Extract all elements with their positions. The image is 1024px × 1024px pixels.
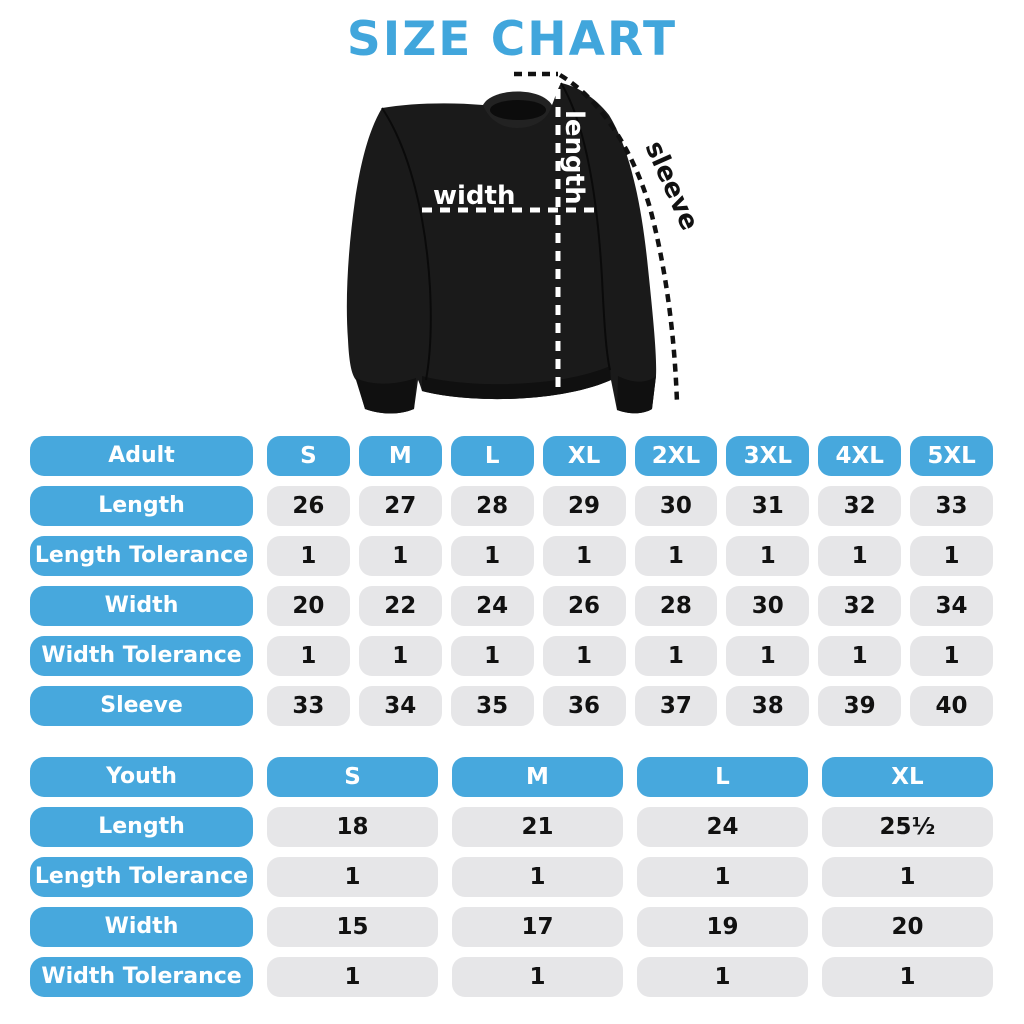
table-cell: 19 [637, 907, 808, 947]
table-cell: 24 [637, 807, 808, 847]
collar-opening [490, 100, 546, 120]
youth-size-table [30, 757, 993, 1007]
table-cell: 36 [543, 686, 626, 726]
table-cell: 1 [822, 857, 993, 897]
table-cell: 1 [637, 957, 808, 997]
table-cell: 1 [910, 636, 993, 676]
row-label: Length Tolerance [30, 536, 253, 576]
table-row [30, 486, 993, 526]
table-cell: 1 [726, 636, 809, 676]
adult-size-header-2xl: 2XL [635, 436, 718, 476]
table-cell: 33 [267, 686, 350, 726]
table-cell: 20 [267, 586, 350, 626]
table-cell: 1 [818, 636, 901, 676]
youth-header-row [30, 757, 993, 797]
table-row [30, 957, 993, 997]
table-cell: 1 [543, 636, 626, 676]
row-label: Length [30, 807, 253, 847]
table-cell: 35 [451, 686, 534, 726]
table-row [30, 536, 993, 576]
table-cell: 38 [726, 686, 809, 726]
table-cell: 22 [359, 586, 442, 626]
table-cell: 1 [267, 957, 438, 997]
table-cell: 1 [451, 636, 534, 676]
adult-size-table [30, 436, 993, 736]
table-cell: 30 [726, 586, 809, 626]
table-row [30, 586, 993, 626]
youth-table-title: Youth [30, 757, 253, 797]
adult-size-header-xl: XL [543, 436, 626, 476]
table-cell: 1 [637, 857, 808, 897]
table-cell: 32 [818, 486, 901, 526]
table-cell: 1 [359, 536, 442, 576]
table-cell: 1 [822, 957, 993, 997]
right-cuff [617, 376, 656, 413]
table-cell: 24 [451, 586, 534, 626]
row-label: Width [30, 586, 253, 626]
sweatshirt-illustration [340, 58, 700, 440]
width-label: width [433, 181, 516, 211]
table-row [30, 686, 993, 726]
table-cell: 20 [822, 907, 993, 947]
youth-size-header-l: L [637, 757, 808, 797]
table-cell: 28 [635, 586, 718, 626]
table-cell: 1 [635, 636, 718, 676]
youth-size-header-xl: XL [822, 757, 993, 797]
table-cell: 39 [818, 686, 901, 726]
adult-size-header-s: S [267, 436, 350, 476]
table-row [30, 807, 993, 847]
table-cell: 40 [910, 686, 993, 726]
sleeve-label: sleeve [638, 136, 700, 235]
table-cell: 1 [452, 957, 623, 997]
row-label: Width [30, 907, 253, 947]
table-cell: 34 [359, 686, 442, 726]
table-cell: 21 [452, 807, 623, 847]
table-cell: 37 [635, 686, 718, 726]
page-title: SIZE CHART [346, 12, 678, 67]
table-cell: 27 [359, 486, 442, 526]
table-cell: 1 [359, 636, 442, 676]
length-label: length [559, 110, 589, 205]
table-row [30, 636, 993, 676]
table-cell: 28 [451, 486, 534, 526]
table-cell: 1 [267, 857, 438, 897]
youth-size-header-m: M [452, 757, 623, 797]
row-label: Width Tolerance [30, 636, 253, 676]
adult-header-row [30, 436, 993, 476]
table-cell: 25¹⁄₂ [822, 807, 993, 847]
row-label: Length Tolerance [30, 857, 253, 897]
sweatshirt-diagram [340, 58, 700, 440]
adult-size-header-5xl: 5XL [910, 436, 993, 476]
table-cell: 1 [910, 536, 993, 576]
table-cell: 1 [543, 536, 626, 576]
youth-size-header-s: S [267, 757, 438, 797]
table-cell: 30 [635, 486, 718, 526]
table-cell: 15 [267, 907, 438, 947]
table-row [30, 907, 993, 947]
table-cell: 1 [452, 857, 623, 897]
adult-size-header-l: L [451, 436, 534, 476]
table-cell: 1 [635, 536, 718, 576]
table-cell: 1 [726, 536, 809, 576]
table-cell: 1 [267, 536, 350, 576]
table-cell: 32 [818, 586, 901, 626]
row-label: Width Tolerance [30, 957, 253, 997]
adult-table-title: Adult [30, 436, 253, 476]
table-row [30, 857, 993, 897]
table-cell: 17 [452, 907, 623, 947]
table-cell: 31 [726, 486, 809, 526]
adult-size-header-m: M [359, 436, 442, 476]
table-cell: 1 [267, 636, 350, 676]
table-cell: 29 [543, 486, 626, 526]
table-cell: 34 [910, 586, 993, 626]
row-label: Sleeve [30, 686, 253, 726]
table-cell: 18 [267, 807, 438, 847]
table-cell: 33 [910, 486, 993, 526]
row-label: Length [30, 486, 253, 526]
adult-size-header-4xl: 4XL [818, 436, 901, 476]
table-cell: 26 [267, 486, 350, 526]
table-cell: 26 [543, 586, 626, 626]
adult-size-header-3xl: 3XL [726, 436, 809, 476]
table-cell: 1 [451, 536, 534, 576]
table-cell: 1 [818, 536, 901, 576]
